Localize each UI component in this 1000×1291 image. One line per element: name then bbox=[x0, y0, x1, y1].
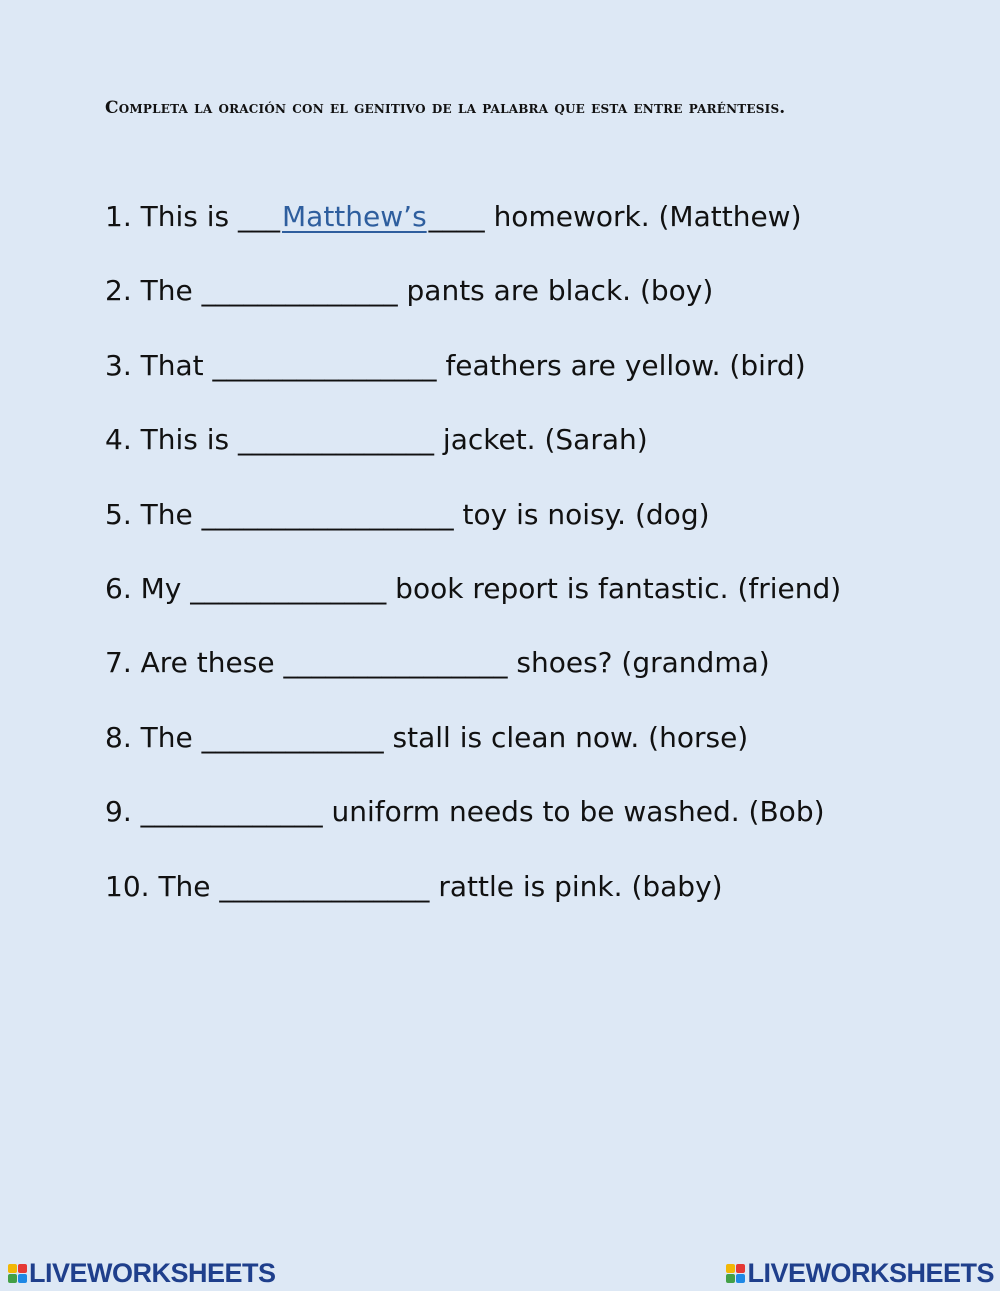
question-7 bbox=[105, 641, 841, 715]
answer-field-5[interactable]: __________________ bbox=[201, 497, 454, 531]
question-before: This is bbox=[140, 423, 230, 457]
question-8 bbox=[105, 716, 841, 790]
question-number: 9. bbox=[105, 795, 132, 829]
question-before: My bbox=[140, 571, 182, 605]
question-number: 2. bbox=[105, 274, 132, 308]
answer-blank-right: ____ bbox=[428, 200, 485, 233]
answer-blank-left: ___ bbox=[238, 200, 281, 233]
question-number: 4. bbox=[105, 423, 132, 457]
question-before: The bbox=[140, 497, 193, 531]
question-2 bbox=[105, 269, 841, 343]
question-list bbox=[105, 195, 841, 939]
logo-text: LIVEWORKSHEETS bbox=[747, 1257, 994, 1288]
answer-field-1[interactable]: Matthew’s bbox=[282, 200, 427, 233]
question-1 bbox=[105, 195, 841, 269]
liveworksheets-logo-left bbox=[8, 1258, 276, 1288]
question-3 bbox=[105, 344, 841, 418]
question-5 bbox=[105, 493, 841, 567]
question-number: 3. bbox=[105, 348, 132, 382]
question-before: This is bbox=[140, 200, 230, 233]
liveworksheets-logo-icon bbox=[8, 1264, 27, 1283]
question-after: jacket. (Sarah) bbox=[442, 423, 648, 457]
answer-field-2[interactable]: ______________ bbox=[201, 274, 398, 308]
question-number: 7. bbox=[105, 646, 132, 680]
question-number: 1. bbox=[105, 200, 132, 233]
question-after: toy is noisy. (dog) bbox=[462, 497, 710, 531]
answer-field-7[interactable]: ________________ bbox=[283, 646, 508, 680]
liveworksheets-logo-right bbox=[726, 1258, 994, 1288]
question-number: 10. bbox=[105, 869, 150, 903]
answer-field-8[interactable]: _____________ bbox=[201, 720, 384, 754]
question-after: shoes? (grandma) bbox=[516, 646, 770, 680]
question-after: uniform needs to be washed. (Bob) bbox=[331, 795, 825, 829]
question-9 bbox=[105, 790, 841, 864]
question-after: homework. (Matthew) bbox=[493, 200, 802, 233]
answer-field-9[interactable]: _____________ bbox=[140, 795, 323, 829]
answer-field-6[interactable]: ______________ bbox=[190, 571, 387, 605]
question-6 bbox=[105, 567, 841, 641]
question-10 bbox=[105, 865, 841, 939]
question-before: The bbox=[140, 274, 193, 308]
liveworksheets-logo-icon bbox=[726, 1264, 745, 1283]
question-after: pants are black. (boy) bbox=[406, 274, 714, 308]
question-number: 8. bbox=[105, 720, 132, 754]
question-4 bbox=[105, 418, 841, 492]
question-after: stall is clean now. (horse) bbox=[392, 720, 749, 754]
question-before: That bbox=[140, 348, 204, 382]
question-after: feathers are yellow. (bird) bbox=[445, 348, 806, 382]
question-before: Are these bbox=[140, 646, 275, 680]
question-number: 6. bbox=[105, 571, 132, 605]
instruction-text: Completa la oración con el genitivo de la palabra que esta entre paréntesis. bbox=[105, 98, 786, 118]
question-before: The bbox=[140, 720, 193, 754]
question-after: book report is fantastic. (friend) bbox=[395, 571, 842, 605]
question-after: rattle is pink. (baby) bbox=[438, 869, 723, 903]
answer-field-10[interactable]: _______________ bbox=[219, 869, 430, 903]
question-number: 5. bbox=[105, 497, 132, 531]
question-before: The bbox=[158, 869, 211, 903]
answer-field-4[interactable]: ______________ bbox=[238, 423, 435, 457]
logo-text: LIVEWORKSHEETS bbox=[29, 1257, 276, 1288]
answer-field-3[interactable]: ________________ bbox=[212, 348, 437, 382]
